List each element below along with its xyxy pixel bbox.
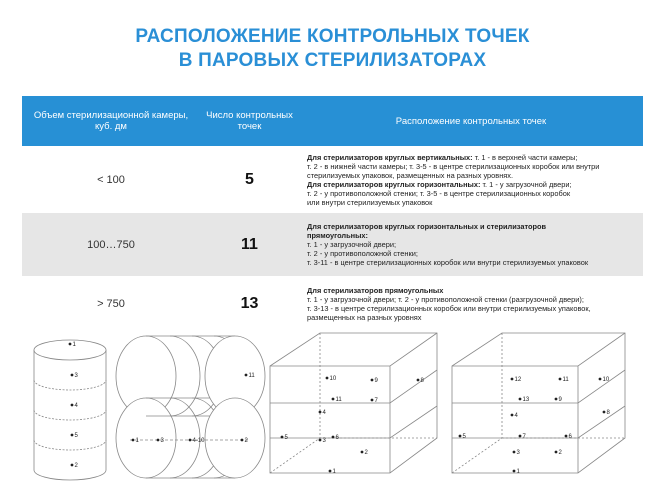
control-point-label: 11: [335, 397, 342, 403]
control-point-dot: [459, 435, 462, 438]
control-point-dot: [71, 404, 74, 407]
description-line: Для стерилизаторов круглых вертикальных: т. 1 - в верхней части камеры;: [307, 152, 578, 162]
control-point-label: 9: [558, 397, 562, 403]
control-point-label: 4: [74, 403, 78, 409]
control-point-label: 6: [568, 434, 572, 440]
page-subtitle: В ПАРОВЫХ СТЕРИЛИЗАТОРАХ: [178, 50, 487, 71]
control-point-dot: [511, 378, 514, 381]
control-point-label: 13: [522, 397, 530, 403]
points-cell: 5: [200, 146, 299, 213]
volume-cell: 100…750: [22, 213, 200, 276]
control-point-label: 2: [74, 463, 78, 469]
location-cell: [299, 146, 643, 213]
control-point-label: 3: [74, 373, 78, 379]
points-cell: 11: [200, 213, 299, 276]
points-cell: 13: [200, 276, 299, 331]
description-line: Для стерилизаторов круглых горизонтальных и стерилизаторов: [307, 222, 547, 231]
control-point-label: 2: [364, 450, 368, 456]
control-point-dot: [599, 378, 602, 381]
control-point-label: 4-10: [192, 438, 205, 444]
control-point-label: 3: [160, 438, 164, 444]
description-line: т. 2 - в нижней части камеры; т. 3-5 - в центре стерилизационных коробок или внутри: [307, 161, 600, 171]
control-point-dot: [519, 435, 522, 438]
description-line: размещенных на разных уровнях: [307, 312, 422, 322]
description-line: или внутри стерилизуемых упаковок: [307, 197, 433, 207]
control-point-label: 11: [248, 373, 255, 379]
table-row: [22, 146, 643, 213]
description-line: т. 1 - у загрузочной двери; т. 2 - у противоположной стенки (разгрузочной двери);: [307, 294, 584, 304]
control-point-dot: [319, 439, 322, 442]
description-line: т. 2 - у противоположной стенки;: [307, 249, 418, 258]
control-point-label: 7: [522, 434, 526, 440]
control-point-dot: [555, 451, 558, 454]
control-point-dot: [513, 451, 516, 454]
control-point-dot: [326, 377, 329, 380]
control-point-dot: [417, 379, 420, 382]
control-point-dot: [157, 439, 160, 442]
control-point-label: 3: [516, 450, 520, 456]
control-point-label: 1: [332, 469, 336, 475]
volume-cell: > 750: [22, 276, 200, 331]
description-line: т. 3-11 - в центре стерилизационных коробок или внутри стерилизуемых упаковок: [307, 258, 589, 267]
control-point-dot: [69, 343, 72, 346]
control-point-dot: [511, 414, 514, 417]
control-point-dot: [132, 439, 135, 442]
control-point-label: 3: [322, 438, 326, 444]
control-point-label: 12: [514, 377, 522, 383]
description-line: т. 3-13 - в центре стерилизационных коробок или внутри стерилизуемых упаковок,: [307, 303, 591, 313]
description-line: т. 2 - у противоположной стенки; т. 3-5 - в центре стерилизационных коробок: [307, 188, 571, 198]
control-point-label: 5: [462, 434, 466, 440]
description-line: стерилизуемых упаковок, размещенных на разных уровнях.: [307, 170, 514, 180]
control-point-label: 1: [135, 438, 139, 444]
description-line: т. 1 - у загрузочной двери;: [307, 240, 397, 249]
control-point-label: 11: [562, 377, 569, 383]
control-points-table: [22, 96, 643, 331]
vertical-cylinder-diagram: [34, 340, 106, 480]
control-point-dot: [332, 398, 335, 401]
control-point-label: 7: [374, 398, 378, 404]
control-point-dot: [371, 379, 374, 382]
control-point-dot: [513, 470, 516, 473]
control-point-dot: [245, 374, 248, 377]
control-point-dot: [603, 411, 606, 414]
control-point-dot: [319, 411, 322, 414]
control-point-label: 2: [244, 438, 248, 444]
control-point-label: 8: [606, 410, 610, 416]
control-point-dot: [565, 435, 568, 438]
control-point-label: 1: [516, 469, 520, 475]
control-point-dot: [361, 451, 364, 454]
control-point-dot: [71, 464, 74, 467]
location-cell: [299, 213, 643, 276]
table-row: [22, 213, 643, 276]
control-point-label: 10: [602, 377, 610, 383]
control-point-dot: [281, 436, 284, 439]
control-point-label: 4: [514, 413, 518, 419]
control-point-dot: [519, 398, 522, 401]
description-line: прямоугольных:: [307, 231, 368, 240]
control-point-dot: [559, 378, 562, 381]
control-point-dot: [241, 439, 244, 442]
horizontal-cylinder-diagram: [116, 336, 265, 478]
header-location: Расположение контрольных точек: [299, 96, 643, 146]
control-point-label: 8: [420, 378, 424, 384]
control-point-label: 5: [74, 433, 78, 439]
volume-cell: < 100: [22, 146, 200, 213]
control-point-dot: [371, 399, 374, 402]
control-point-label: 4: [322, 410, 326, 416]
box-11-diagram: [270, 333, 437, 473]
box-13-diagram: [452, 333, 625, 473]
sterilizer-diagrams: [0, 318, 665, 499]
header-points: Число контрольных точек: [200, 96, 299, 146]
control-point-dot: [332, 436, 335, 439]
control-point-label: 1: [72, 342, 76, 348]
control-point-label: 5: [284, 435, 288, 441]
control-point-label: 2: [558, 450, 562, 456]
description-line: Для стерилизаторов круглых горизонтальных: т. 1 - у загрузочной двери;: [307, 179, 572, 189]
description-line: Для стерилизаторов прямоугольных: [307, 285, 444, 295]
page-title: РАСПОЛОЖЕНИЕ КОНТРОЛЬНЫХ ТОЧЕК: [135, 26, 530, 47]
header-volume: Объем стерилизационной камеры, куб. дм: [22, 96, 200, 146]
control-point-dot: [189, 439, 192, 442]
control-point-label: 10: [329, 376, 337, 382]
control-point-label: 6: [335, 435, 339, 441]
control-point-dot: [329, 470, 332, 473]
control-point-dot: [71, 434, 74, 437]
control-point-label: 9: [374, 378, 378, 384]
control-point-dot: [71, 374, 74, 377]
control-point-dot: [555, 398, 558, 401]
